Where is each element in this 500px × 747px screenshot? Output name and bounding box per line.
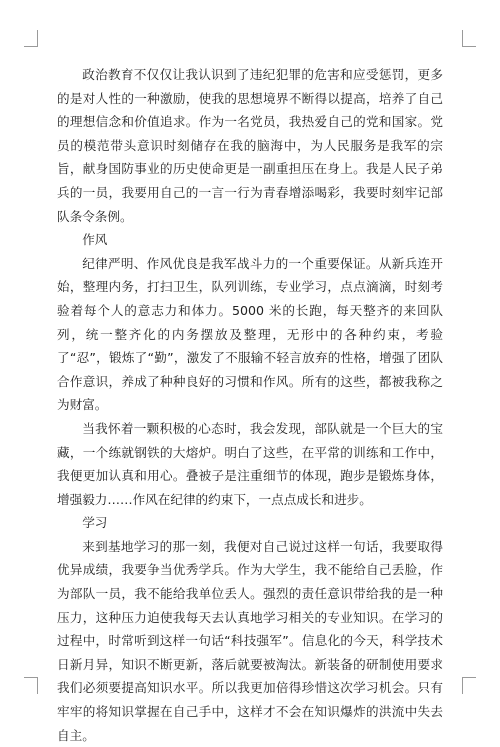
paragraph-political-education: 政治教育不仅仅让我认识到了违纪犯罪的危害和应受惩罚，更多的是对人性的一种激励，使我的思想境界不断得以提高，培养了自己的理想信念和价值追求。作为一名党员，我热爱自己的党和国家。党员的模范带头意识时刻储存在我的脑海中，为人民服务是我军的宗旨，献身国防事业的历史使命更是一副重担压在身上。我是人民子弟兵的一员，我要用自己的一言一行为青春增添喝彩，我要时刻牢记部队条令条例。 [57,67,443,224]
document-body [57,63,443,747]
section-heading-study: 学习 [82,515,108,531]
crop-mark-top-left [24,30,38,47]
paragraph-study: 来到基地学习的那一刻，我便对自己说过这样一句话，我要取得优异成绩，我要争当优秀学兵。作为大学生，我不能给自己丢脸，作为部队一员，我不能给我单位丢人。强烈的责任意识带给我的是一种压力，这种压力迫使我每天去认真地学习相关的专业知识。在学习的过程中，时常听到这样一句话“科技强军”。信息化的今天，科学技术日新月异，知识不断更新，落后就要被淘汰。新装备的研制使用要求我们必须要提高知识水平。所以我更加倍得珍惜这次学习机会。只有牢牢的将知识掌握在自己手中，这样才不会在知识爆炸的洪流中失去自主。 [57,538,443,743]
paragraph-discipline: 纪律严明、作风优良是我军战斗力的一个重要保证。从新兵连开始，整理内务，打扫卫生，队列训练，专业学习，点点滴滴，时刻考验着每个人的意志力和体力。5000 米的长跑，每天整齐的来回队列，统一整齐化的内务摆放及整理，无形中的各种约束，考验了“忍”，锻炼了“勤”，激发了不服输不轻言放弃的性格，增强了团队合作意识，养成了种种良好的习惯和作风。所有的这些，都被我称之为财富。 [57,255,443,413]
crop-mark-bottom-right [462,677,476,694]
crop-mark-bottom-left [24,677,38,694]
crop-mark-top-right [462,30,476,47]
section-heading-style: 作风 [82,232,108,248]
paragraph-positive-attitude: 当我怀着一颗积极的心态时，我会发现，部队就是一个巨大的宝藏，一个练就钢铁的大熔炉。明白了这些，在平常的训练和工作中，我便更加认真和用心。叠被子是注重细节的体现，跑步是锻炼身体，增强毅力……作风在纪律的约束下，一点点成长和进步。 [57,420,443,507]
